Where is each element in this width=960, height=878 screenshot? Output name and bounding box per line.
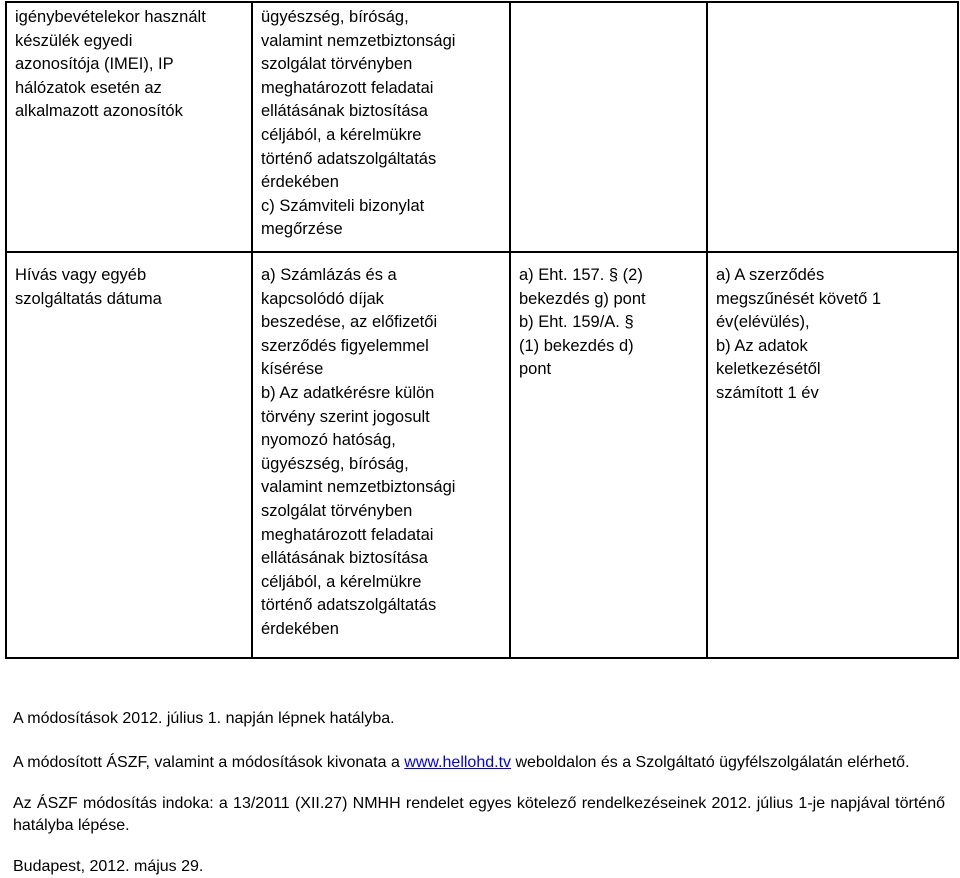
cell-line: céljából, a kérelmükre	[261, 125, 422, 144]
cell-line: nyomozó hatóság,	[261, 431, 396, 450]
availability-note	[13, 752, 945, 774]
cell-line: hálózatok esetén az	[15, 78, 162, 97]
cell-line: keletkezésétől	[716, 360, 821, 379]
cell-line: azonosítója (IMEI), IP	[15, 55, 174, 74]
cell-line: meghatározott feladatai	[261, 525, 434, 544]
cell-line: valamint nemzetbiztonsági	[261, 31, 456, 50]
cell-line: kapcsolódó díjak	[261, 289, 384, 308]
cell-line: szerződés figyelemmel	[261, 336, 429, 355]
cell-lines	[253, 3, 509, 242]
cell-lines	[708, 253, 957, 406]
cell-line: ügyészség, bíróság,	[261, 8, 409, 26]
data-type-cell	[6, 2, 252, 252]
cell-lines	[511, 253, 706, 382]
cell-lines	[253, 253, 509, 642]
cell-line: szolgáltatás dátuma	[15, 289, 162, 308]
cell-line: számított 1 év	[716, 383, 819, 402]
legal-basis-cell	[510, 252, 707, 658]
cell-line: alkalmazott azonosítók	[15, 102, 183, 121]
cell-line: Hívás vagy egyéb	[15, 266, 147, 284]
cell-line: céljából, a kérelmükre	[261, 572, 422, 591]
retention-period-cell	[707, 2, 958, 252]
website-link[interactable]: www.hellohd.tv	[404, 754, 512, 771]
table-row	[6, 252, 958, 658]
cell-line: valamint nemzetbiztonsági	[261, 478, 456, 497]
cell-line: történő adatszolgáltatás	[261, 596, 437, 615]
cell-line: érdekében	[261, 173, 339, 192]
legal-basis-cell	[510, 2, 707, 252]
cell-line: beszedése, az előfizetői	[261, 313, 438, 332]
cell-line: szolgálat törvényben	[261, 55, 413, 74]
cell-line: a) Eht. 157. § (2)	[519, 266, 643, 284]
cell-line: (1) bekezdés d)	[519, 336, 634, 355]
table-row	[6, 2, 958, 252]
cell-line: b) Az adatkérésre külön	[261, 383, 435, 402]
cell-line: ügyészség, bíróság,	[261, 454, 409, 473]
cell-line: megőrzése	[261, 220, 343, 239]
effective-date-note: A módosítások 2012. július 1. napján lépnek hatályba.	[13, 710, 395, 727]
reason-note: Az ÁSZF módosítás indoka: a 13/2011 (XII.27) NMHH rendelet egyes kötelező rendelkezéseinek 2012. július 1-je napjával történő hatályba lépése.	[13, 795, 945, 834]
availability-suffix: weboldalon és a Szolgáltató ügyfélszolgálatán elérhető.	[511, 754, 910, 771]
cell-lines	[511, 3, 706, 6]
cell-line: kísérése	[261, 360, 324, 379]
cell-line: ellátásának biztosítása	[261, 549, 428, 568]
retention-period-cell	[707, 252, 958, 658]
cell-line: c) Számviteli bizonylat	[261, 196, 425, 215]
cell-line: a) A szerződés	[716, 266, 825, 284]
cell-line: b) Eht. 159/A. §	[519, 313, 634, 332]
data-type-cell	[6, 252, 252, 658]
cell-line: érdekében	[261, 619, 339, 638]
cell-line: bekezdés g) pont	[519, 289, 646, 308]
cell-line: készülék egyedi	[15, 31, 133, 50]
cell-line: b) Az adatok	[716, 336, 808, 355]
cell-lines	[7, 253, 251, 311]
cell-line: pont	[519, 360, 552, 379]
purpose-cell	[252, 2, 510, 252]
cell-line: a) Számlázás és a	[261, 266, 397, 284]
purpose-cell	[252, 252, 510, 658]
cell-lines	[708, 3, 957, 6]
cell-line: igénybevételekor használt	[15, 8, 206, 26]
cell-line: szolgálat törvényben	[261, 501, 413, 520]
cell-line: történő adatszolgáltatás	[261, 149, 437, 168]
cell-line: év(elévülés),	[716, 313, 810, 332]
cell-line: megszűnését követő 1	[716, 289, 882, 308]
cell-line: törvény szerint jogosult	[261, 407, 430, 426]
cell-line: meghatározott feladatai	[261, 78, 434, 97]
cell-line: ellátásának biztosítása	[261, 102, 428, 121]
cell-lines	[7, 3, 251, 124]
availability-prefix: A módosított ÁSZF, valamint a módosítások kivonata a	[13, 754, 405, 771]
place-date: Budapest, 2012. május 29.	[13, 858, 204, 875]
data-retention-table	[5, 1, 959, 659]
